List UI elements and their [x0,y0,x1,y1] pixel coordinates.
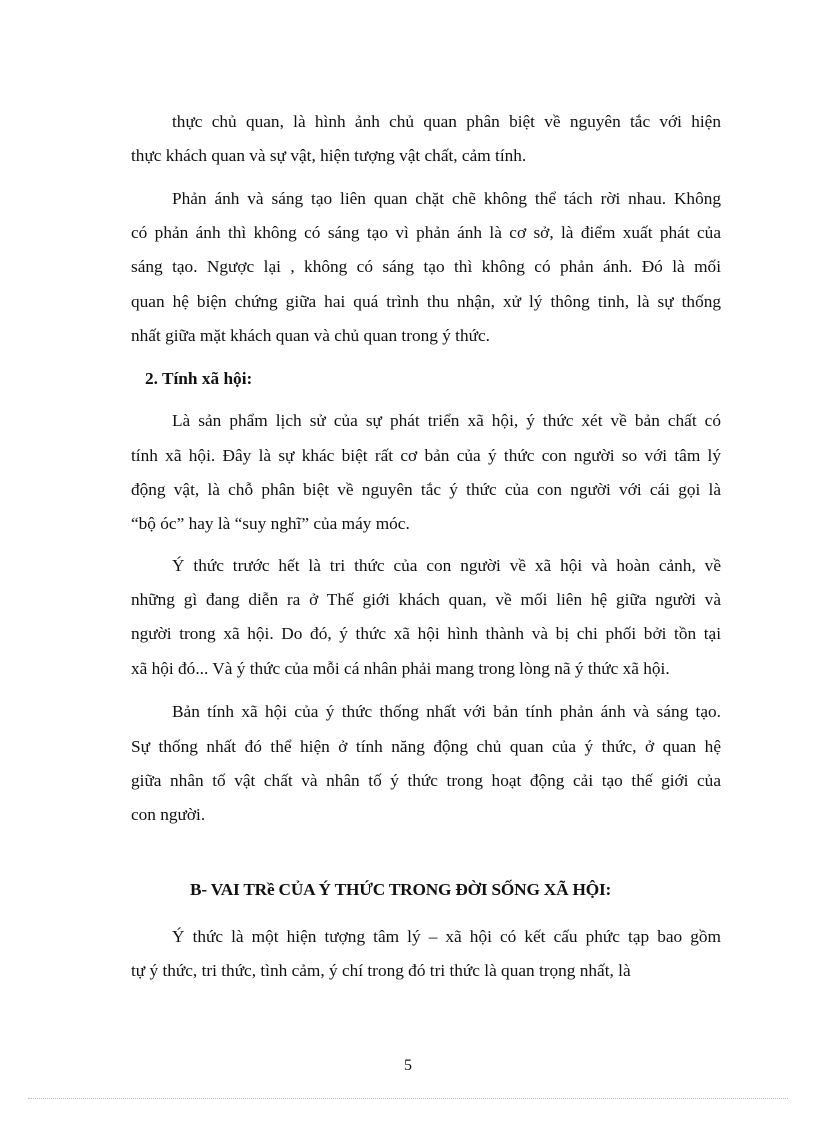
paragraph-line: “bộ óc” hay là “suy nghĩ” của máy móc. [131,514,410,533]
paragraph-line: Ý thức là một hiện tượng tâm lý – xã hội có kết cấu phức tạp bao gồm [172,927,721,946]
paragraph-line: tính xã hội. Đây là sự khác biệt rất cơ bản của ý thức con người so với tâm lý [131,446,721,465]
paragraph-line: thực khách quan và sự vật, hiện tượng vật chất, cảm tính. [131,146,527,165]
paragraph-line: Ý thức trước hết là tri thức của con người về xã hội và hoàn cảnh, về [172,556,721,575]
paragraph-line: thực chủ quan, là hình ảnh chủ quan phân biệt về nguyên tắc với hiện [172,112,721,131]
section-title-b: B- VAI TRề CỦA Ý THỨC TRONG ĐỜI SỐNG XÃ HỘI: [190,880,612,899]
paragraph-line: Là sản phẩm lịch sử của sự phát triển xã hội, ý thức xét về bản chất có [172,411,721,430]
paragraph-line: người trong xã hội. Do đó, ý thức xã hội hình thành và bị chi phối bởi tồn tại [131,624,721,643]
paragraph-line: giữa nhân tố vật chất và nhân tố ý thức trong hoạt động cải tạo thế giới của [131,771,721,790]
page-bottom-divider [28,1098,788,1099]
subheading-tinh-xa-hoi: 2. Tính xã hội: [145,369,253,388]
paragraph-line: Bản tính xã hội của ý thức thống nhất với bản tính phản ánh và sáng tạo. [172,702,721,721]
page-number: 5 [404,1057,412,1074]
paragraph-line: động vật, là chỗ phân biệt về nguyên tắc ý thức của con người với cái gọi là [131,480,721,499]
paragraph-line: nhất giữa mặt khách quan và chủ quan trong ý thức. [131,326,490,345]
paragraph-line: tự ý thức, tri thức, tình cảm, ý chí trong đó tri thức là quan trọng nhất, là [131,961,631,980]
paragraph-line: có phản ánh thì không có sáng tạo vì phản ánh là cơ sở, là điểm xuất phát của [131,223,721,242]
paragraph-line: Sự thống nhất đó thể hiện ở tính năng động chủ quan của ý thức, ở quan hệ [131,737,721,756]
paragraph-line: xã hội đó... Và ý thức của mỗi cá nhân phải mang trong lòng nã ý thức xã hội. [131,659,670,678]
paragraph-line: con người. [131,805,206,824]
paragraph-line: Phản ánh và sáng tạo liên quan chặt chẽ không thể tách rời nhau. Không [172,189,721,208]
paragraph-line: quan hệ biện chứng giữa hai quá trình thu nhận, xử lý thông tinh, là sự thống [131,292,721,311]
paragraph-line: sáng tạo. Ngược lại , không có sáng tạo thì không có phản ánh. Đó là mối [131,257,721,276]
paragraph-line: những gì đang diễn ra ở Thế giới khách quan, về mối liên hệ giữa người và [131,590,721,609]
